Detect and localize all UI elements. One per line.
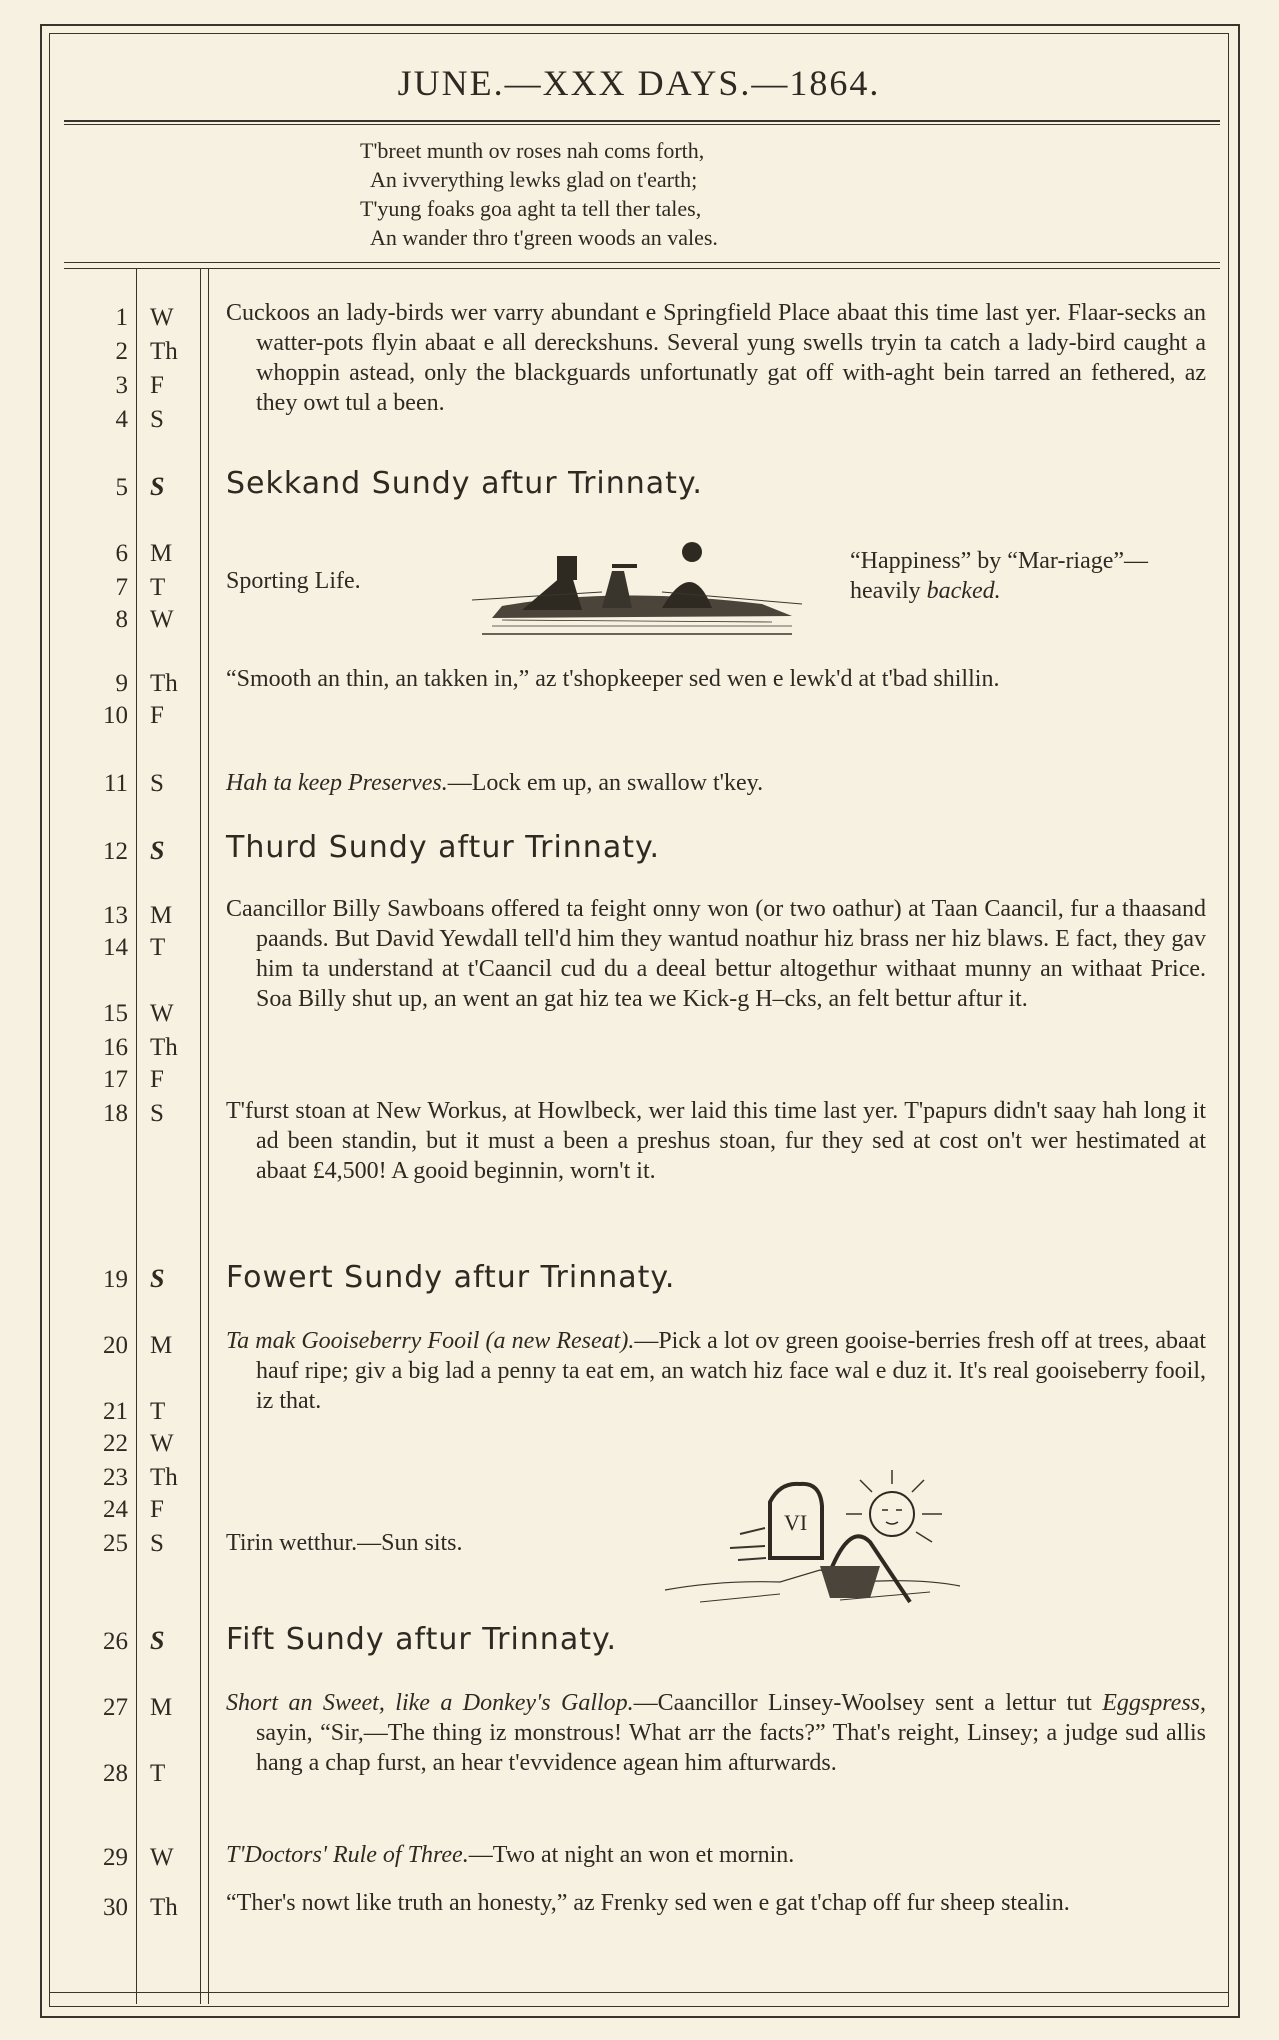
day-name: F xyxy=(150,372,164,399)
bottom-rule xyxy=(49,1992,1229,1993)
day-number: 3 xyxy=(115,372,128,399)
day-name: T xyxy=(150,574,166,601)
entry-title: T'Doctors' Rule of Three. xyxy=(226,1842,469,1868)
entry-text: —Pick a lot ov green gooise-berries fresh off at trees, abaat hauf ripe; giv a big lad a penny ta eat em, an watch hiz face wal e duz it. It's real gooiseberry fooil, iz that. xyxy=(256,1328,1207,1414)
entry-title: Ta mak Gooiseberry Fooil (a new Reseat). xyxy=(226,1328,635,1354)
title-rule xyxy=(64,120,1220,122)
day-number: 7 xyxy=(115,574,128,601)
day-number: 20 xyxy=(103,1332,128,1359)
day-name: W xyxy=(150,1430,174,1457)
day-name: S xyxy=(150,1100,164,1127)
verse xyxy=(360,136,880,252)
sunday-mark: S xyxy=(150,472,165,501)
entry-text: —Caancillor Linsey-Woolsey sent a lettur tut xyxy=(633,1690,1103,1716)
day-number: 4 xyxy=(115,406,128,433)
entry-preserves xyxy=(226,768,1206,798)
entry-truth xyxy=(226,1888,1206,1918)
day-number: 13 xyxy=(103,902,128,929)
day-name: W xyxy=(150,1000,174,1027)
day-number: 24 xyxy=(103,1496,128,1523)
entry-text: T'furst stoan at New Workus, at Howlbeck, wer laid this time last yer. T'papurs didn't saay hah long it ad been standin, but it must a been a preshus stoan, fur they sed at cost on't wer hestimated at abaat £4,500! A gooid beginnin, worn't it. xyxy=(226,1098,1206,1184)
day-name: M xyxy=(150,1332,173,1359)
entry-text: “Smooth an thin, an takken in,” az t'shopkeeper sed wen e lewk'd at t'bad shillin. xyxy=(226,666,1000,692)
day-number: 15 xyxy=(103,1000,128,1027)
happiness-text: “Happiness” by “Mar-riage”—heavily xyxy=(850,548,1149,604)
day-name: S xyxy=(150,406,164,433)
sunday-heading: Fift Sundy aftur Trinnaty. xyxy=(226,1622,617,1657)
day-number: 14 xyxy=(103,934,128,961)
entry-title: Hah ta keep Preserves. xyxy=(226,770,448,796)
verse-line: T'breet munth ov roses nah coms forth, xyxy=(360,138,705,163)
day-name: T xyxy=(150,1760,166,1787)
day-number: 26 xyxy=(103,1628,128,1655)
day-name: F xyxy=(150,1066,164,1093)
day-number: 16 xyxy=(103,1034,128,1061)
day-name: Th xyxy=(150,1894,178,1921)
day-number: 8 xyxy=(115,606,128,633)
sporting-life-caption: Sporting Life. xyxy=(226,568,361,594)
verse-rule-thin xyxy=(64,268,1220,269)
day-number: 17 xyxy=(103,1066,128,1093)
day-name: T xyxy=(150,1398,166,1425)
day-name: Th xyxy=(150,338,178,365)
column-divider-date xyxy=(136,268,137,2004)
entry-text-wrap xyxy=(226,1688,1206,1778)
day-number: 2 xyxy=(115,338,128,365)
day-number: 23 xyxy=(103,1464,128,1491)
day-number: 10 xyxy=(103,702,128,729)
day-name: Th xyxy=(150,670,178,697)
entry-caancillor xyxy=(226,894,1206,1014)
day-name: S xyxy=(150,770,164,797)
day-number: 22 xyxy=(103,1430,128,1457)
sunset-illustration xyxy=(660,1462,976,1610)
entry-short-sweet xyxy=(226,1688,1206,1778)
entry-text: —Two at night an won et mornin. xyxy=(468,1842,795,1868)
day-name: M xyxy=(150,1694,173,1721)
newspaper-name: Eggspress xyxy=(1102,1690,1200,1716)
entry-text: —Lock em up, an swallow t'key. xyxy=(447,770,764,796)
sunday-heading: Thurd Sundy aftur Trinnaty. xyxy=(226,830,660,865)
day-name: W xyxy=(150,1844,174,1871)
entry-smooth xyxy=(226,664,1206,694)
day-number: 5 xyxy=(115,474,128,501)
day-number: 12 xyxy=(103,838,128,865)
day-name: M xyxy=(150,540,173,567)
page-title: JUNE.—XXX DAYS.—1864. xyxy=(397,63,881,103)
day-number: 6 xyxy=(115,540,128,567)
day-number: 1 xyxy=(115,304,128,331)
boat-race-illustration xyxy=(462,516,828,640)
day-name: Th xyxy=(150,1034,178,1061)
day-number: 27 xyxy=(103,1694,128,1721)
day-name: F xyxy=(150,702,164,729)
sunday-mark: S xyxy=(150,836,165,865)
day-name: F xyxy=(150,1496,164,1523)
day-number: 18 xyxy=(103,1100,128,1127)
day-name: S xyxy=(150,1530,164,1557)
entry-text: “Ther's nowt like truth an honesty,” az Frenky sed wen e gat t'chap off fur sheep stealin. xyxy=(226,1890,1070,1916)
day-name: Th xyxy=(150,1464,178,1491)
entry-title: Short an Sweet, like a Donkey's Gallop. xyxy=(226,1690,634,1716)
column-divider-day xyxy=(200,268,201,2004)
sunday-mark: S xyxy=(150,1264,165,1293)
entry-fooil xyxy=(226,1326,1206,1416)
happiness-italic: backed. xyxy=(926,578,1001,604)
verse-rule xyxy=(64,262,1220,263)
day-number: 21 xyxy=(103,1398,128,1425)
sunday-mark: S xyxy=(150,1626,165,1655)
happiness-caption xyxy=(850,546,1206,606)
day-name: W xyxy=(150,304,174,331)
verse-line: An ivverything lewks glad on t'earth; xyxy=(370,167,698,192)
entry-text-wrap xyxy=(226,1326,1206,1416)
day-name: T xyxy=(150,934,166,961)
day-number: 28 xyxy=(103,1760,128,1787)
verse-line: T'yung foaks goa aght ta tell ther tales, xyxy=(360,196,702,221)
sunday-heading: Sekkand Sundy aftur Trinnaty. xyxy=(226,466,703,501)
day-name: M xyxy=(150,902,173,929)
title-rule-thin xyxy=(64,124,1220,125)
entry-text: , sayin, “Sir,—The thing iz monstrous! What arr the facts?” That's reight, Linsey; a judge sud allis hang a chap furst, an hear t'evvidence agean him afturwards. xyxy=(256,1690,1206,1776)
entry-text: Caancillor Billy Sawboans offered ta feight onny won (or two oathur) at Taan Caancil, fur a thaasand paands. But David Yewdall tell'd him they wantud noathur hiz brass ner hiz blaws. E fact, they gav him ta understand at t'Caancil cud du a deeal bettur altogethur withaat munny an withaat Price. Soa Billy shut up, an went an gat hiz tea we Kick-g H–cks, an felt bettur aftur it. xyxy=(226,896,1206,1012)
day-number: 19 xyxy=(103,1266,128,1293)
entry-doctors xyxy=(226,1840,1206,1870)
entry-stoan xyxy=(226,1096,1206,1186)
tirin-wetthur-caption: Tirin wetthur.—Sun sits. xyxy=(226,1530,463,1556)
day-number: 29 xyxy=(103,1844,128,1871)
day-number: 11 xyxy=(103,770,128,797)
clock-numeral: VI xyxy=(784,1510,808,1535)
day-number: 25 xyxy=(103,1530,128,1557)
entry-text: Cuckoos an lady-birds wer varry abundant e Springfield Place abaat this time last yer. Flaar-secks an watter-pots flyin abaat e all dereckshuns. Several yung swells tryin ta catch a lady-bird caught a whoppin astead, only the blackguards unfortunatly gat off with-aght bein tarred an fethered, az they owt tul a been. xyxy=(226,300,1206,416)
verse-line: An wander thro t'green woods an vales. xyxy=(370,225,718,250)
day-number: 9 xyxy=(115,670,128,697)
sunday-heading: Fowert Sundy aftur Trinnaty. xyxy=(226,1260,676,1295)
entry-cuckoos xyxy=(226,298,1206,418)
column-divider-day-2 xyxy=(208,268,209,2004)
day-number: 30 xyxy=(103,1894,128,1921)
day-name: W xyxy=(150,606,174,633)
